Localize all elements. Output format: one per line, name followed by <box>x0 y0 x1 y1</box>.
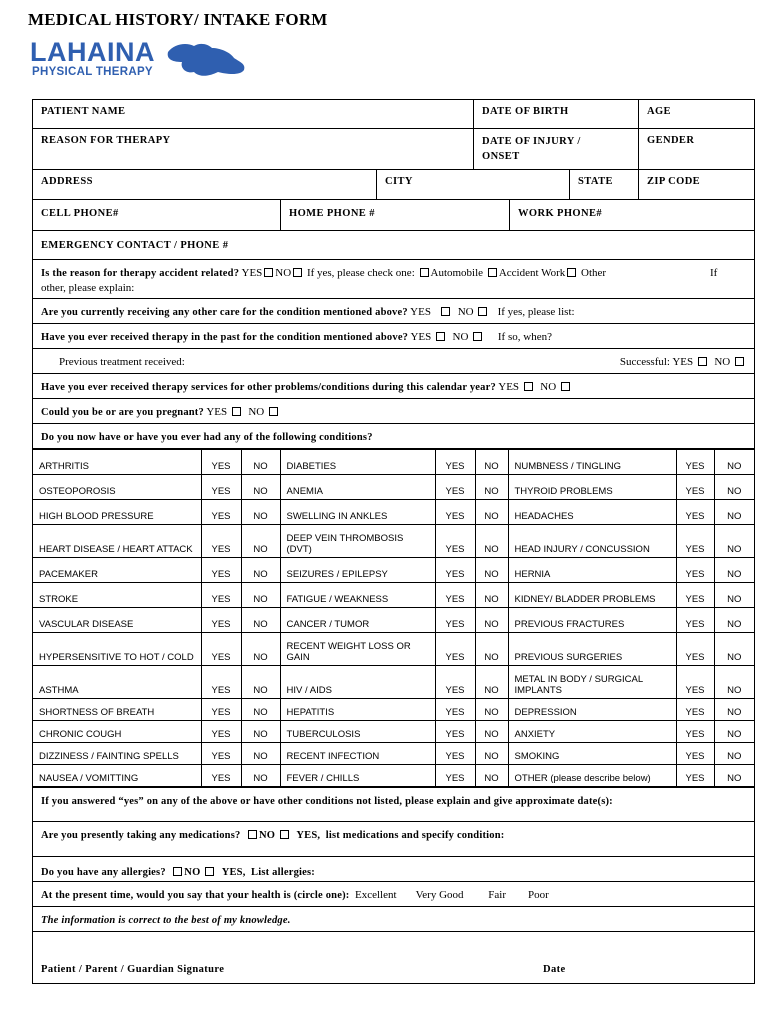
meds-no-label: NO <box>258 830 276 841</box>
condition-row <box>33 721 754 743</box>
condition-no-option[interactable]: NO <box>714 666 754 699</box>
condition-label: HYPERSENSITIVE TO HOT / COLD <box>33 633 201 666</box>
logo-subtitle: PHYSICAL THERAPY <box>32 66 153 78</box>
condition-no-option[interactable]: NO <box>475 765 508 787</box>
condition-no-option[interactable]: NO <box>241 765 280 787</box>
q-prev <box>33 349 754 374</box>
condition-no-option[interactable]: NO <box>714 743 754 765</box>
prev-no-checkbox[interactable] <box>735 357 744 366</box>
condition-yes-option[interactable]: YES <box>201 500 241 525</box>
condition-label: SWELLING IN ANKLES <box>280 500 435 525</box>
condition-label: PREVIOUS FRACTURES <box>508 608 676 633</box>
condition-yes-option[interactable]: YES <box>201 633 241 666</box>
age-field[interactable] <box>638 100 754 128</box>
form-title: MEDICAL HISTORY/ INTAKE FORM <box>28 10 328 29</box>
automobile-checkbox[interactable] <box>420 268 429 277</box>
patient-name-field[interactable] <box>33 100 473 128</box>
condition-label: HEPATITIS <box>280 699 435 721</box>
if-label: If <box>710 267 718 279</box>
condition-yes-option[interactable]: YES <box>435 633 475 666</box>
island-icon <box>160 38 250 80</box>
logo-name: LAHAINA <box>30 37 155 67</box>
condition-yes-option[interactable]: YES <box>435 583 475 608</box>
condition-no-option[interactable]: NO <box>475 500 508 525</box>
company-logo <box>30 38 230 84</box>
condition-label: RECENT WEIGHT LOSS OR GAIN <box>280 633 435 666</box>
condition-label: DEPRESSION <box>508 699 676 721</box>
doi-label-1: DATE OF INJURY / <box>482 136 581 147</box>
condition-label: NAUSEA / VOMITTING <box>33 765 201 787</box>
accident-yes-checkbox[interactable] <box>264 268 273 277</box>
condition-no-option[interactable]: NO <box>714 608 754 633</box>
q-other-care-text: Are you currently receiving any other care for the condition mentioned above? <box>41 307 408 318</box>
condition-no-option[interactable]: NO <box>241 475 280 500</box>
city-label: CITY <box>385 176 413 187</box>
condition-yes-option[interactable]: YES <box>201 450 241 475</box>
pregnant-no-checkbox[interactable] <box>269 407 278 416</box>
q-past-text: Have you ever received therapy in the past for the condition mentioned above? <box>41 332 409 343</box>
automobile-label: Automobile <box>430 267 484 279</box>
q-meds <box>33 822 754 857</box>
condition-row <box>33 583 754 608</box>
city-field[interactable] <box>376 170 569 199</box>
condition-row <box>33 666 754 699</box>
condition-label: CANCER / TUMOR <box>280 608 435 633</box>
condition-no-option[interactable]: NO <box>714 699 754 721</box>
condition-yes-option[interactable]: YES <box>201 721 241 743</box>
dob-label: DATE OF BIRTH <box>482 106 569 117</box>
cell-phone-field[interactable] <box>33 200 280 230</box>
past-no-label: NO <box>452 331 469 343</box>
condition-no-option[interactable]: NO <box>241 721 280 743</box>
condition-yes-option[interactable]: YES <box>676 608 714 633</box>
condition-row <box>33 558 754 583</box>
past-no-checkbox[interactable] <box>473 332 482 341</box>
condition-label: RECENT INFECTION <box>280 743 435 765</box>
condition-no-option[interactable]: NO <box>241 583 280 608</box>
condition-row <box>33 450 754 475</box>
meds-yes-checkbox[interactable] <box>280 830 289 839</box>
patient-name-label: PATIENT NAME <box>41 106 126 117</box>
condition-label: HIGH BLOOD PRESSURE <box>33 500 201 525</box>
condition-yes-option[interactable]: YES <box>435 500 475 525</box>
accident-no-label: NO <box>275 267 292 279</box>
condition-label: HEART DISEASE / HEART ATTACK <box>33 525 201 558</box>
q-past <box>33 324 754 349</box>
condition-row <box>33 475 754 500</box>
work-phone-field[interactable] <box>509 200 754 230</box>
condition-label: PREVIOUS SURGERIES <box>508 633 676 666</box>
accident-label: Accident <box>498 267 539 279</box>
q-explain-text: If you answered “yes” on any of the above or have other conditions not listed, please explain and give approximate date(s): <box>41 796 613 807</box>
condition-label: HIV / AIDS <box>280 666 435 699</box>
condition-yes-option[interactable]: YES <box>676 743 714 765</box>
condition-yes-option[interactable]: YES <box>435 721 475 743</box>
q-health-text: At the present time, would you say that your health is (circle one): <box>41 890 350 901</box>
row-reason <box>33 129 754 170</box>
condition-no-option[interactable]: NO <box>241 525 280 558</box>
condition-yes-option[interactable]: YES <box>201 666 241 699</box>
allergies-yes-label: YES, <box>221 867 246 878</box>
row-address <box>33 170 754 200</box>
year-yes-label: YES <box>498 381 520 393</box>
gender-label: GENDER <box>647 135 695 146</box>
condition-yes-option[interactable]: YES <box>435 558 475 583</box>
condition-no-option[interactable]: NO <box>714 475 754 500</box>
state-label: STATE <box>578 176 613 187</box>
condition-no-option[interactable]: NO <box>475 666 508 699</box>
prev-no-label: NO <box>714 356 731 368</box>
condition-label: HERNIA <box>508 558 676 583</box>
past-yes-label: YES <box>410 331 432 343</box>
intake-form <box>32 99 755 984</box>
condition-label: HEADACHES <box>508 500 676 525</box>
condition-label: SHORTNESS OF BREATH <box>33 699 201 721</box>
year-no-checkbox[interactable] <box>561 382 570 391</box>
q-accident-text: Is the reason for therapy accident related? <box>41 268 240 279</box>
past-when-label: If so, when? <box>497 331 552 343</box>
condition-no-option[interactable]: NO <box>475 558 508 583</box>
condition-yes-option[interactable]: YES <box>435 743 475 765</box>
row-patient <box>33 100 754 129</box>
statement-text: The information is correct to the best of my knowledge. <box>41 915 291 926</box>
condition-yes-option[interactable]: YES <box>201 765 241 787</box>
condition-yes-option[interactable]: YES <box>435 699 475 721</box>
meds-no-checkbox[interactable] <box>248 830 257 839</box>
doi-label-2: ONSET <box>482 151 520 162</box>
address-field[interactable] <box>33 170 376 199</box>
condition-yes-option[interactable]: YES <box>676 500 714 525</box>
condition-yes-option[interactable]: YES <box>676 475 714 500</box>
condition-yes-option[interactable]: YES <box>676 721 714 743</box>
conditions-table <box>33 449 754 787</box>
allergies-yes-checkbox[interactable] <box>205 867 214 876</box>
condition-yes-option[interactable]: YES <box>676 765 714 787</box>
signature-row[interactable] <box>33 932 754 984</box>
reason-field[interactable] <box>33 129 473 169</box>
other-care-yes-label: YES <box>410 306 431 318</box>
condition-no-option[interactable]: NO <box>475 721 508 743</box>
age-label: AGE <box>647 106 671 117</box>
meds-list-label: list medications and specify condition: <box>325 830 505 841</box>
q-conditions <box>33 424 754 449</box>
condition-row <box>33 699 754 721</box>
condition-label: ASTHMA <box>33 666 201 699</box>
work-phone-label: WORK PHONE# <box>518 208 603 219</box>
condition-yes-option[interactable]: YES <box>676 558 714 583</box>
condition-label: SEIZURES / EPILEPSY <box>280 558 435 583</box>
home-phone-label: HOME PHONE # <box>289 208 375 219</box>
condition-no-option[interactable]: NO <box>475 525 508 558</box>
condition-no-option[interactable]: NO <box>475 475 508 500</box>
condition-label: OTHER (please describe below) <box>508 765 676 787</box>
condition-no-option[interactable]: NO <box>714 633 754 666</box>
condition-yes-option[interactable]: YES <box>435 608 475 633</box>
condition-label: HEAD INJURY / CONCUSSION <box>508 525 676 558</box>
q-explain <box>33 787 754 822</box>
condition-label: TUBERCULOSIS <box>280 721 435 743</box>
row-emergency <box>33 231 754 260</box>
condition-no-option[interactable]: NO <box>714 558 754 583</box>
q-other-care <box>33 299 754 324</box>
q-year <box>33 374 754 399</box>
condition-yes-option[interactable]: YES <box>676 666 714 699</box>
other-care-list-label: If yes, please list: <box>497 306 575 318</box>
condition-no-option[interactable]: NO <box>475 608 508 633</box>
condition-label: METAL IN BODY / SURGICAL IMPLANTS <box>508 666 676 699</box>
condition-yes-option[interactable]: YES <box>676 699 714 721</box>
condition-label: ANEMIA <box>280 475 435 500</box>
condition-no-option[interactable]: NO <box>241 633 280 666</box>
condition-no-option[interactable]: NO <box>241 558 280 583</box>
condition-label: THYROID PROBLEMS <box>508 475 676 500</box>
doi-field[interactable] <box>473 129 638 169</box>
q-conditions-text: Do you now have or have you ever had any of the following conditions? <box>41 432 373 443</box>
condition-label: FEVER / CHILLS <box>280 765 435 787</box>
cell-phone-label: CELL PHONE# <box>41 208 119 219</box>
allergies-no-label: NO <box>184 867 201 878</box>
allergies-list-label: List allergies: <box>251 867 315 878</box>
condition-yes-option[interactable]: YES <box>435 475 475 500</box>
condition-row <box>33 500 754 525</box>
q-pregnant-text: Could you be or are you pregnant? <box>41 407 204 418</box>
home-phone-field[interactable] <box>280 200 509 230</box>
address-label: ADDRESS <box>41 176 93 187</box>
condition-yes-option[interactable]: YES <box>676 583 714 608</box>
condition-no-option[interactable]: NO <box>475 743 508 765</box>
row-phones <box>33 200 754 231</box>
other-label: Other <box>581 267 607 279</box>
condition-no-option[interactable]: NO <box>714 583 754 608</box>
gender-field[interactable] <box>638 129 754 169</box>
successful-label: Successful: <box>619 356 670 368</box>
condition-yes-option[interactable]: YES <box>201 608 241 633</box>
condition-no-option[interactable]: NO <box>241 450 280 475</box>
prev-yes-label: YES <box>672 356 694 368</box>
year-yes-checkbox[interactable] <box>524 382 533 391</box>
prev-yes-checkbox[interactable] <box>698 357 707 366</box>
other-care-no-checkbox[interactable] <box>478 307 487 316</box>
other-explain-label: other, please explain: <box>41 282 135 294</box>
prev-successful-group <box>620 355 746 369</box>
condition-row <box>33 525 754 558</box>
allergies-no-checkbox[interactable] <box>173 867 182 876</box>
condition-label: PACEMAKER <box>33 558 201 583</box>
condition-no-option[interactable]: NO <box>241 666 280 699</box>
condition-label: STROKE <box>33 583 201 608</box>
health-fair-option[interactable]: Fair <box>488 889 507 901</box>
condition-row <box>33 633 754 666</box>
condition-no-option[interactable]: NO <box>714 450 754 475</box>
condition-row <box>33 743 754 765</box>
q-allergies-text: Do you have any allergies? <box>41 867 166 878</box>
meds-yes-label: YES, <box>296 830 321 841</box>
condition-no-option[interactable]: NO <box>241 743 280 765</box>
work-checkbox[interactable] <box>567 268 576 277</box>
dob-field[interactable] <box>473 100 638 128</box>
condition-label: DIZZINESS / FAINTING SPELLS <box>33 743 201 765</box>
condition-yes-option[interactable]: YES <box>676 525 714 558</box>
condition-label: DEEP VEIN THROMBOSIS (DVT) <box>280 525 435 558</box>
accident-no-checkbox[interactable] <box>293 268 302 277</box>
condition-no-option[interactable]: NO <box>241 699 280 721</box>
condition-row <box>33 608 754 633</box>
zip-label: ZIP CODE <box>647 176 701 187</box>
condition-yes-option[interactable]: YES <box>201 558 241 583</box>
emergency-field[interactable] <box>33 231 754 259</box>
q-health <box>33 882 754 907</box>
condition-no-option[interactable]: NO <box>475 583 508 608</box>
condition-yes-option[interactable]: YES <box>201 583 241 608</box>
condition-yes-option[interactable]: YES <box>435 666 475 699</box>
condition-label: CHRONIC COUGH <box>33 721 201 743</box>
condition-no-option[interactable]: NO <box>714 721 754 743</box>
prev-treatment-label: Previous treatment received: <box>59 356 185 368</box>
pregnant-yes-label: YES <box>206 406 228 418</box>
reason-label: REASON FOR THERAPY <box>41 135 171 146</box>
condition-label: KIDNEY/ BLADDER PROBLEMS <box>508 583 676 608</box>
accident-checkbox[interactable] <box>488 268 497 277</box>
condition-row <box>33 765 754 787</box>
condition-yes-option[interactable]: YES <box>676 450 714 475</box>
condition-yes-option[interactable]: YES <box>201 475 241 500</box>
accident-check-text: If yes, please check one: <box>306 267 415 279</box>
pregnant-no-label: NO <box>248 406 265 418</box>
condition-yes-option[interactable]: YES <box>435 765 475 787</box>
condition-no-option[interactable]: NO <box>475 633 508 666</box>
accident-yes-label: YES <box>241 267 263 279</box>
condition-no-option[interactable]: NO <box>475 699 508 721</box>
condition-label: NUMBNESS / TINGLING <box>508 450 676 475</box>
condition-yes-option[interactable]: YES <box>201 743 241 765</box>
condition-no-option[interactable]: NO <box>241 608 280 633</box>
other-care-no-label: NO <box>457 306 474 318</box>
date-label: Date <box>543 964 566 975</box>
q-allergies <box>33 857 754 882</box>
health-poor-option[interactable]: Poor <box>528 889 549 901</box>
q-pregnant <box>33 399 754 424</box>
condition-label: SMOKING <box>508 743 676 765</box>
emergency-label: EMERGENCY CONTACT / PHONE # <box>41 240 229 251</box>
condition-no-option[interactable]: NO <box>475 450 508 475</box>
condition-yes-option[interactable]: YES <box>201 699 241 721</box>
condition-label: VASCULAR DISEASE <box>33 608 201 633</box>
condition-label: FATIGUE / WEAKNESS <box>280 583 435 608</box>
other-care-yes-checkbox[interactable] <box>441 307 450 316</box>
condition-label: ANXIETY <box>508 721 676 743</box>
conditions-table-wrap <box>33 449 754 787</box>
year-no-label: NO <box>540 381 557 393</box>
statement-row <box>33 907 754 932</box>
condition-no-option[interactable]: NO <box>714 500 754 525</box>
condition-yes-option[interactable]: YES <box>201 525 241 558</box>
condition-no-option[interactable]: NO <box>714 525 754 558</box>
state-field[interactable] <box>569 170 638 199</box>
zip-field[interactable] <box>638 170 754 199</box>
condition-yes-option[interactable]: YES <box>435 450 475 475</box>
pregnant-yes-checkbox[interactable] <box>232 407 241 416</box>
condition-no-option[interactable]: NO <box>241 500 280 525</box>
condition-label: OSTEOPOROSIS <box>33 475 201 500</box>
condition-label: DIABETIES <box>280 450 435 475</box>
q-meds-text: Are you presently taking any medications? <box>41 830 241 841</box>
health-excellent-option[interactable]: Excellent <box>354 889 397 901</box>
condition-yes-option[interactable]: YES <box>435 525 475 558</box>
past-yes-checkbox[interactable] <box>436 332 445 341</box>
work-label: Work <box>541 267 566 279</box>
condition-no-option[interactable]: NO <box>714 765 754 787</box>
q-accident <box>33 260 754 299</box>
q-year-text: Have you ever received therapy services for other problems/conditions during this calendar year? <box>41 382 496 393</box>
condition-yes-option[interactable]: YES <box>676 633 714 666</box>
condition-label: ARTHRITIS <box>33 450 201 475</box>
health-very-good-option[interactable]: Very Good <box>415 889 464 901</box>
signature-label: Patient / Parent / Guardian Signature <box>41 964 225 975</box>
